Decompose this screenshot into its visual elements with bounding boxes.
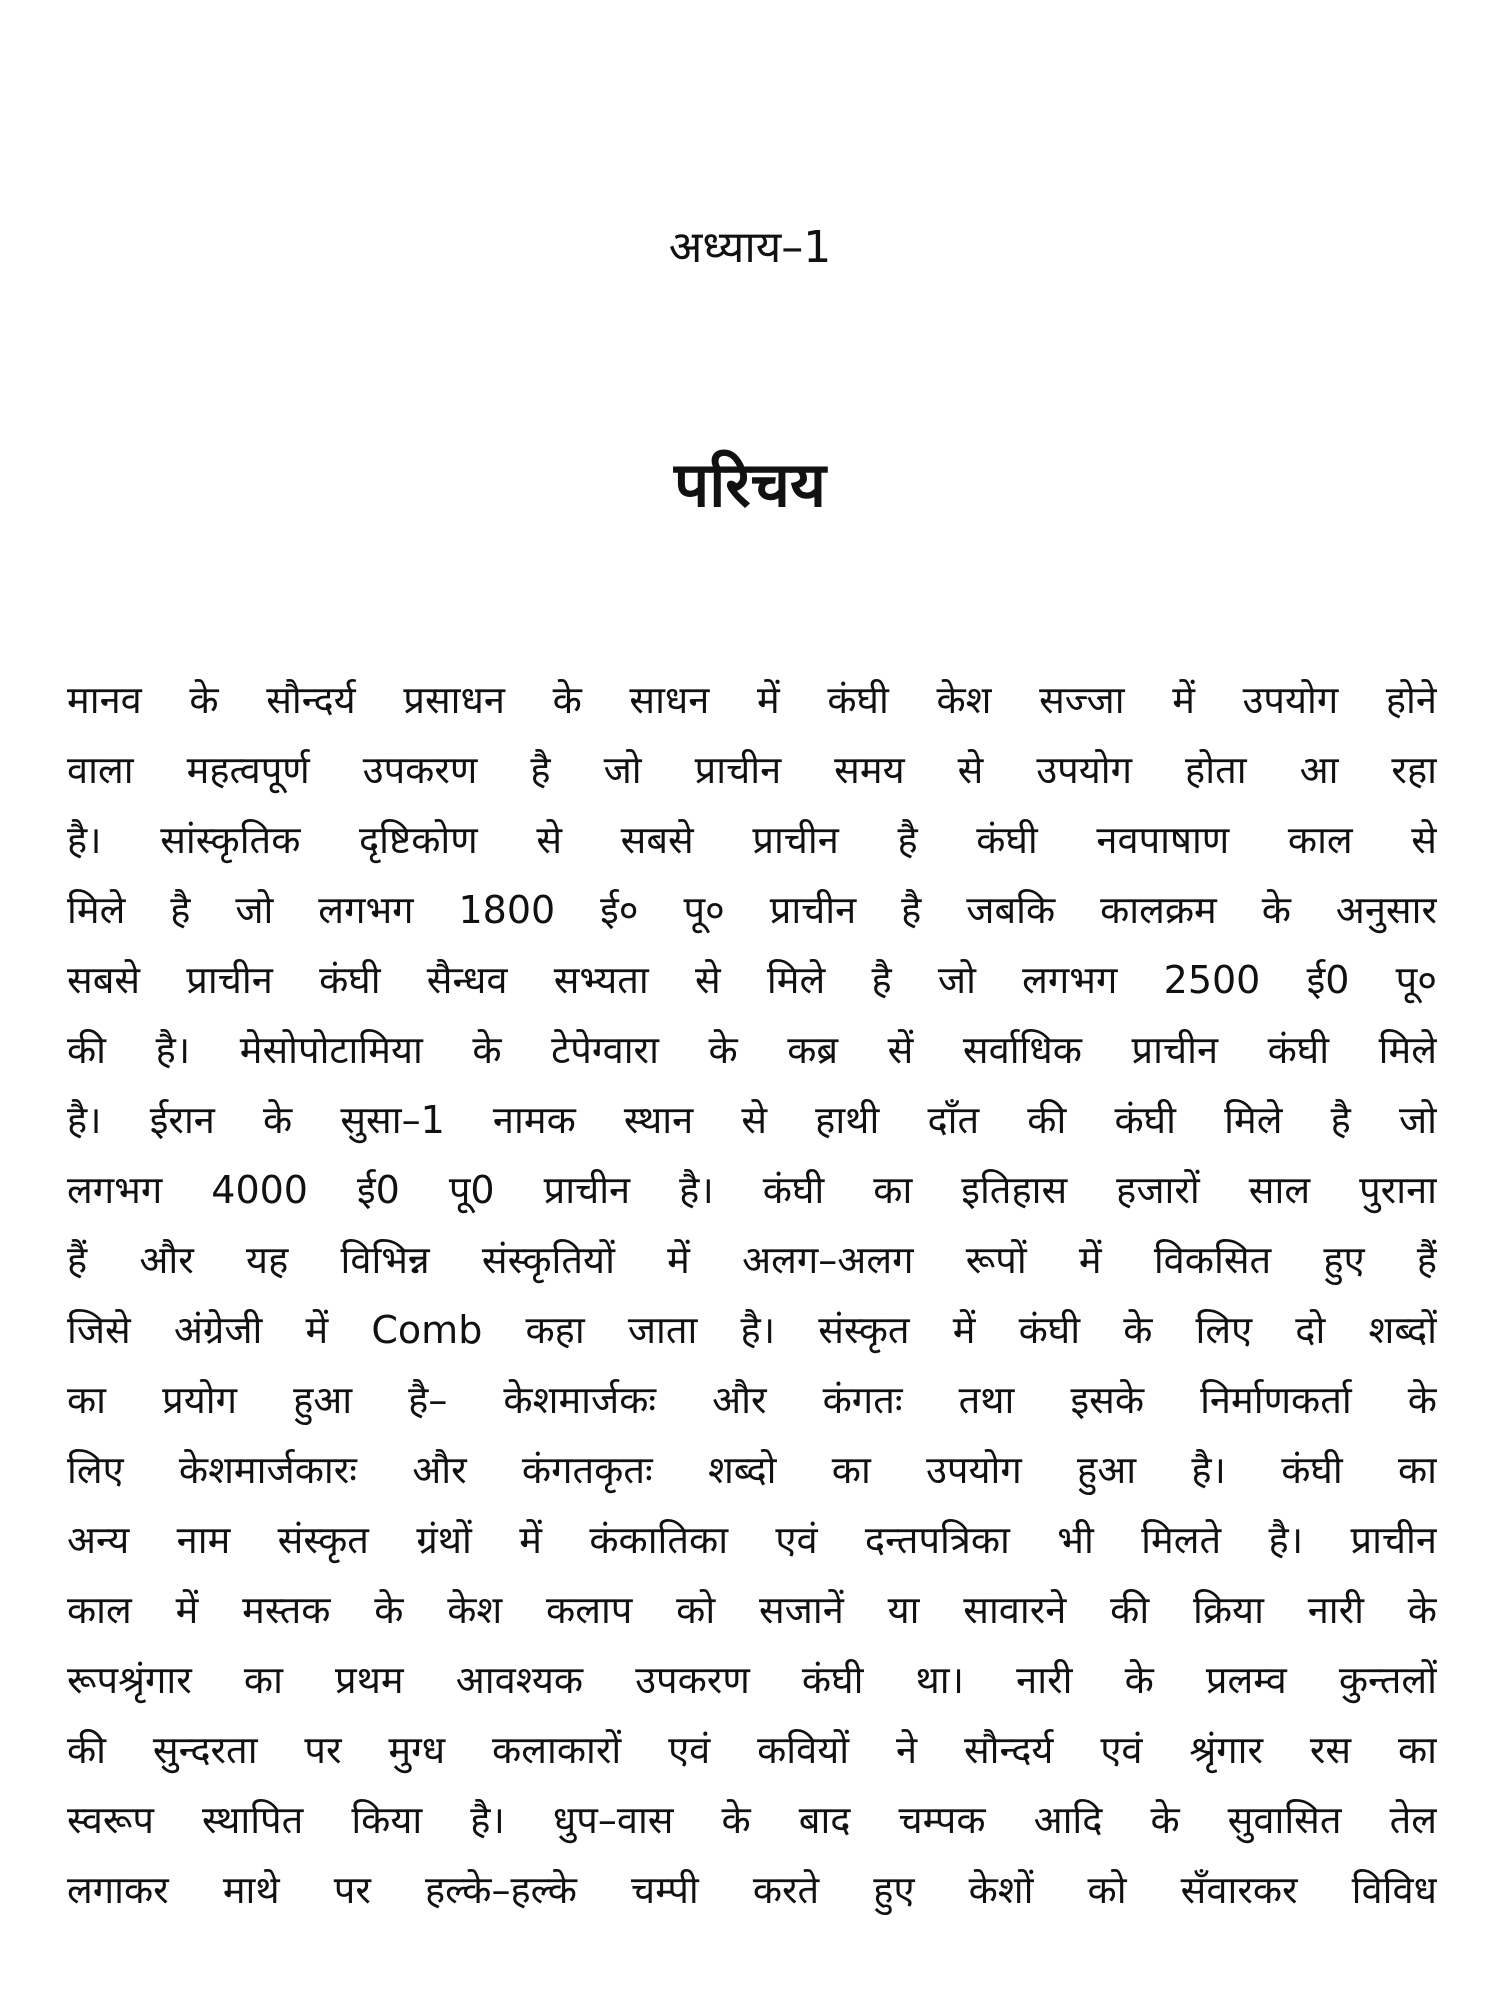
paragraph-line: मानव के सौन्दर्य प्रसाधन के साधन में कंघी केश सज्जा में उपयोग होने bbox=[67, 678, 1437, 722]
paragraph-line: अन्य नाम संस्कृत ग्रंथों में कंकातिका एवं दन्तपत्रिका भी मिलते है। प्राचीन bbox=[67, 1518, 1437, 1562]
paragraph-line: है। सांस्कृतिक दृष्टिकोण से सबसे प्राचीन है कंघी नवपाषाण काल से bbox=[67, 818, 1437, 862]
paragraph-line: की है। मेसोपोटामिया के टेपेग्वारा के कब्र सें सर्वाधिक प्राचीन कंघी मिले bbox=[67, 1028, 1437, 1072]
paragraph-line: का प्रयोग हुआ है– केशमार्जकः और कंगतः तथा इसके निर्माणकर्ता के bbox=[67, 1378, 1437, 1422]
paragraph-line: लगभग 4000 ई0 पू0 प्राचीन है। कंघी का इतिहास हजारों साल पुराना bbox=[67, 1168, 1437, 1212]
paragraph-line: काल में मस्तक के केश कलाप को सजानें या सावारने की क्रिया नारी के bbox=[67, 1588, 1437, 1632]
paragraph-line: की सुन्दरता पर मुग्ध कलाकारों एवं कवियों ने सौन्दर्य एवं श्रृंगार रस का bbox=[67, 1728, 1437, 1772]
paragraph-line: वाला महत्वपूर्ण उपकरण है जो प्राचीन समय से उपयोग होता आ रहा bbox=[67, 748, 1437, 792]
chapter-label: अध्याय–1 bbox=[668, 222, 832, 273]
paragraph-line: स्वरूप स्थापित किया है। धुप–वास के बाद चम्पक आदि के सुवासित तेल bbox=[67, 1798, 1437, 1842]
chapter-title: परिचय bbox=[674, 448, 826, 521]
body-paragraph bbox=[67, 665, 1437, 1925]
paragraph-line: जिसे अंग्रेजी में Comb कहा जाता है। संस्कृत में कंघी के लिए दो शब्दों bbox=[67, 1308, 1437, 1352]
paragraph-line: हैं और यह विभिन्न संस्कृतियों में अलग–अलग रूपों में विकसित हुए हैं bbox=[67, 1238, 1437, 1282]
paragraph-line: मिले है जो लगभग 1800 ई० पू० प्राचीन है जबकि कालक्रम के अनुसार bbox=[67, 888, 1437, 932]
paragraph-line: सबसे प्राचीन कंघी सैन्धव सभ्यता से मिले है जो लगभग 2500 ई0 पू० bbox=[67, 958, 1437, 1002]
paragraph-line: है। ईरान के सुसा–1 नामक स्थान से हाथी दाँत की कंघी मिले है जो bbox=[67, 1098, 1437, 1142]
paragraph-line: लिए केशमार्जकारः और कंगतकृतः शब्दो का उपयोग हुआ है। कंघी का bbox=[67, 1448, 1437, 1492]
paragraph-line: लगाकर माथे पर हल्के–हल्के चम्पी करते हुए केशों को सँवारकर विविध bbox=[67, 1868, 1437, 1912]
paragraph-line: रूपश्रृंगार का प्रथम आवश्यक उपकरण कंघी था। नारी के प्रलम्व कुन्तलों bbox=[67, 1658, 1437, 1702]
